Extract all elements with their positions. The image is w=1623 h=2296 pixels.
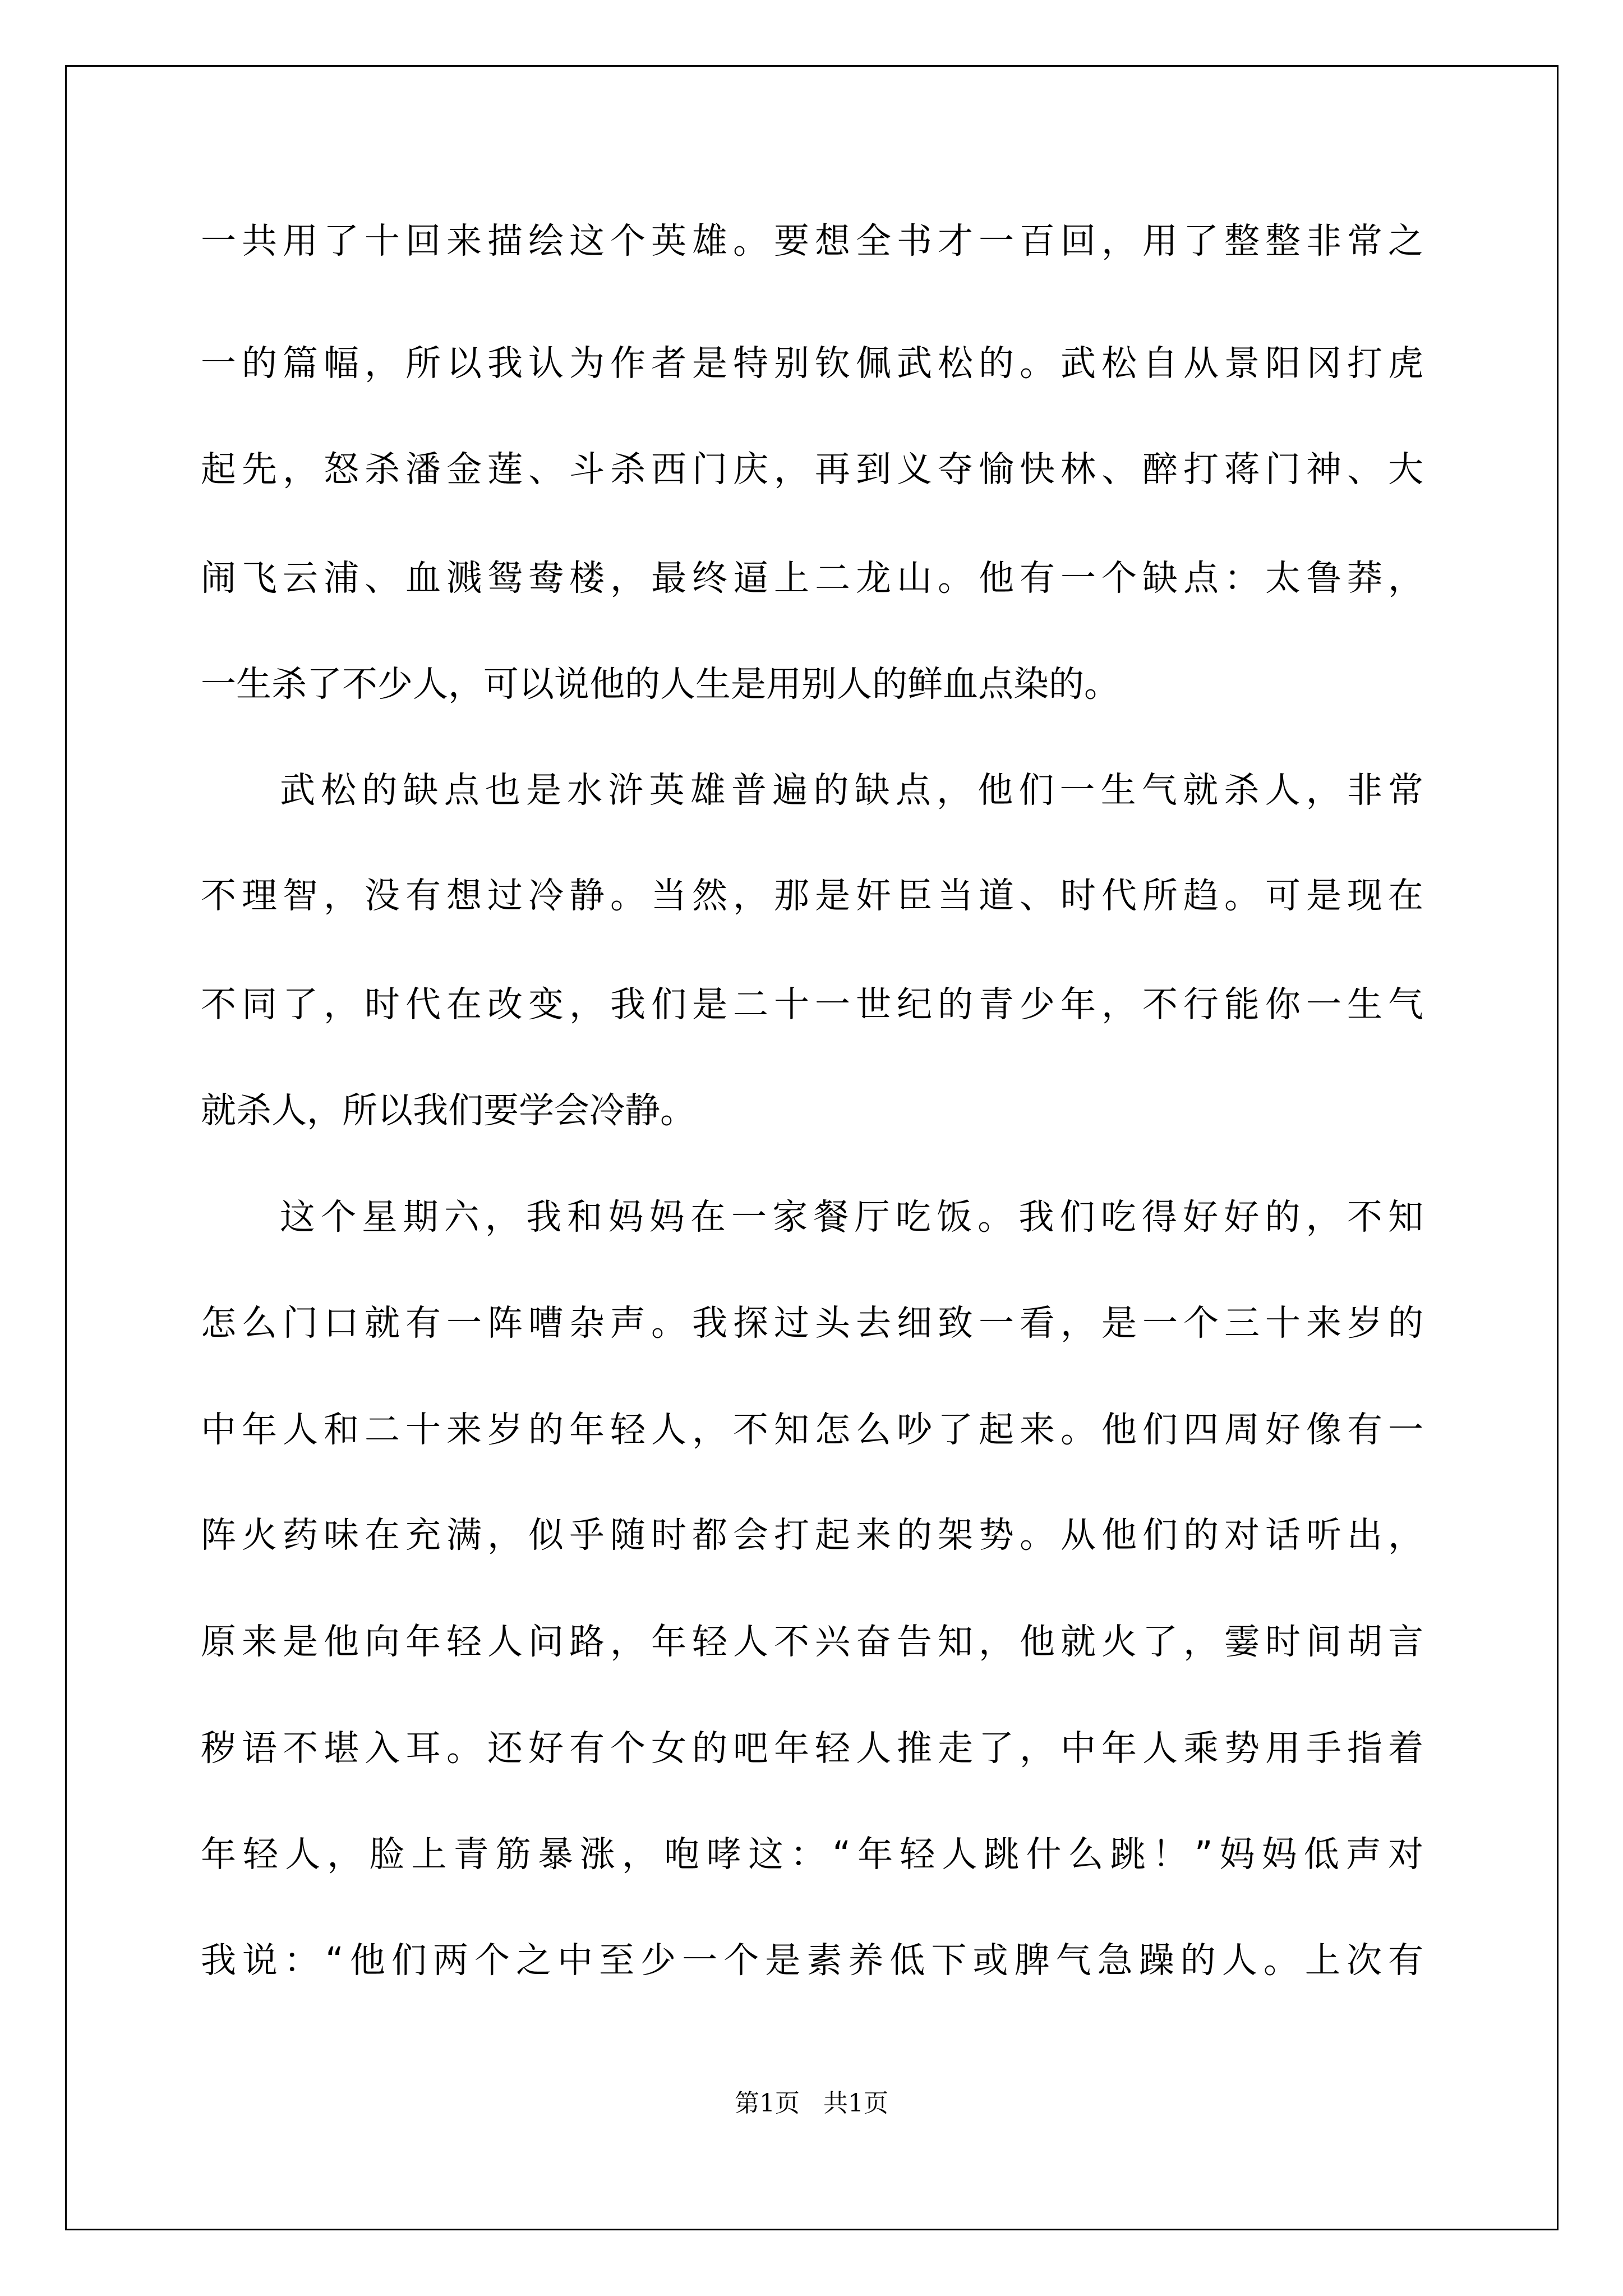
paragraph-2-line-2: 不理智，没有想过冷静。当然，那是奸臣当道、时代所趋。可是现在 <box>201 875 1423 916</box>
paragraph-3-line-7: 年轻人，脸上青筋暴涨，咆哮这：“年轻人跳什么跳！”妈妈低声对 <box>201 1834 1423 1875</box>
paragraph-1-line-1: 一共用了十回来描绘这个英雄。要想全书才一百回，用了整整非常之 <box>201 220 1423 261</box>
paragraph-1-line-3: 起先，怒杀潘金莲、斗杀西门庆，再到义夺愉快林、醉打蒋门神、大 <box>201 449 1423 490</box>
paragraph-1-line-4: 闹飞云浦、血溅鸳鸯楼，最终逼上二龙山。他有一个缺点：太鲁莽， <box>201 558 1423 599</box>
paragraph-3-line-8: 我说：“他们两个之中至少一个是素养低下或脾气急躁的人。上次有 <box>201 1940 1423 1981</box>
paragraph-3-line-3: 中年人和二十来岁的年轻人，不知怎么吵了起来。他们四周好像有一 <box>201 1409 1423 1450</box>
page-border <box>65 65 1559 2230</box>
page-number-footer: 第1页 共1页 <box>735 2089 888 2118</box>
paragraph-1-line-5: 一生杀了不少人，可以说他的人生是用别人的鲜血点染的。 <box>201 664 1119 705</box>
paragraph-2-line-3: 不同了，时代在改变，我们是二十一世纪的青少年，不行能你一生气 <box>201 984 1423 1025</box>
paragraph-3-line-4: 阵火药味在充满，似乎随时都会打起来的架势。从他们的对话听出， <box>201 1515 1423 1556</box>
paragraph-3-line-1: 这个星期六，我和妈妈在一家餐厅吃饭。我们吃得好好的，不知 <box>280 1197 1423 1237</box>
paragraph-3-line-2: 怎么门口就有一阵嘈杂声。我探过头去细致一看，是一个三十来岁的 <box>201 1303 1423 1343</box>
paragraph-2-line-1: 武松的缺点也是水浒英雄普遍的缺点，他们一生气就杀人，非常 <box>280 770 1423 811</box>
paragraph-2-line-4: 就杀人，所以我们要学会冷静。 <box>201 1090 695 1131</box>
paragraph-1-line-2: 一的篇幅，所以我认为作者是特别钦佩武松的。武松自从景阳冈打虎 <box>201 343 1423 384</box>
paragraph-3-line-6: 秽语不堪入耳。还好有个女的吧年轻人推走了，中年人乘势用手指着 <box>201 1728 1423 1769</box>
paragraph-3-line-5: 原来是他向年轻人问路，年轻人不兴奋告知，他就火了，霎时间胡言 <box>201 1621 1423 1662</box>
